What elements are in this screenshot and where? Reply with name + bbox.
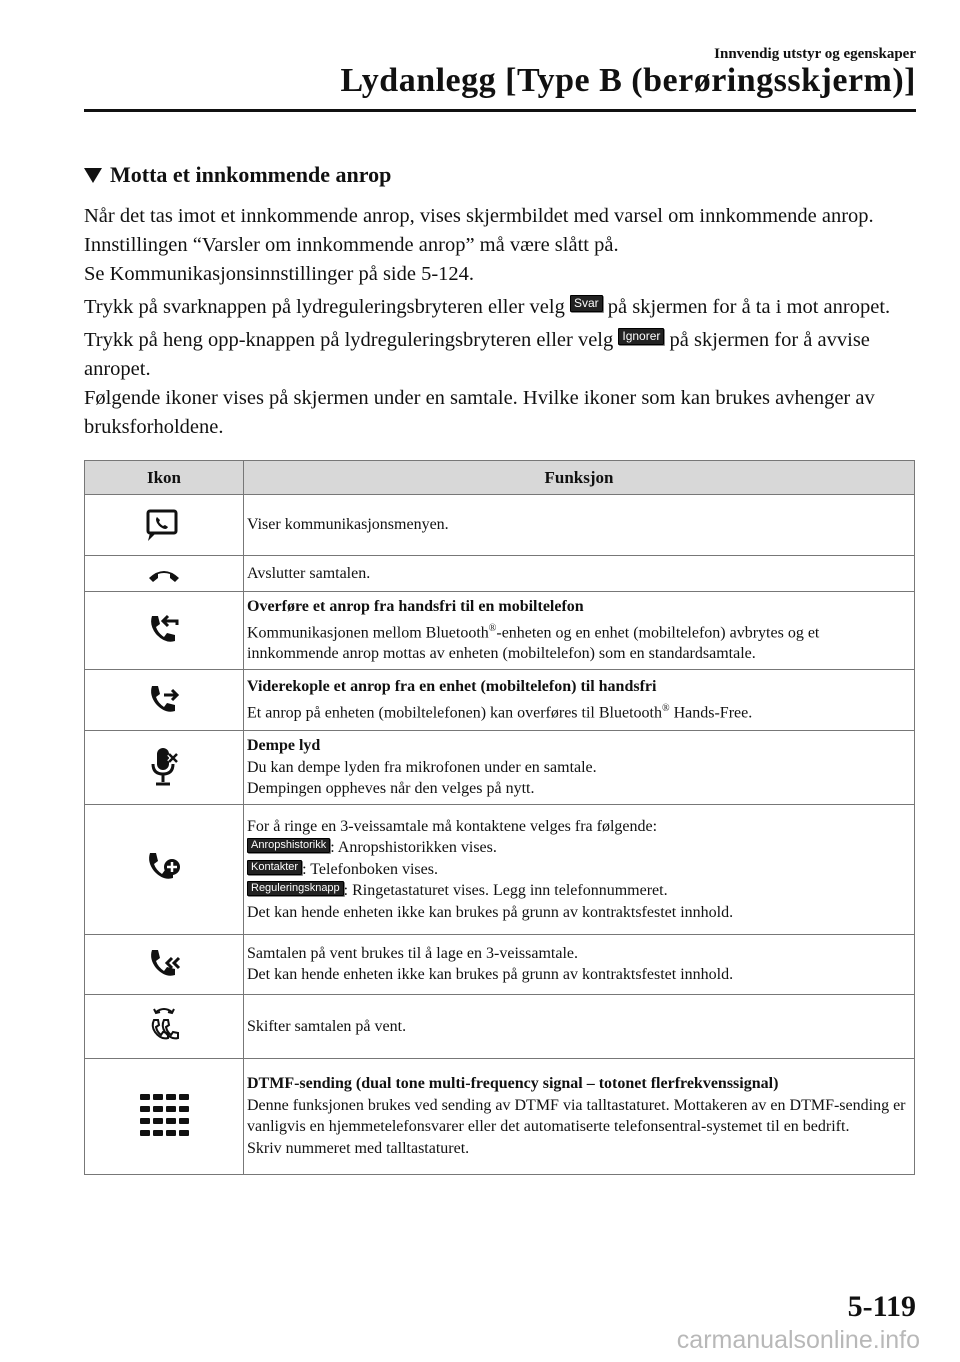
- icon-function-table: [84, 460, 915, 1175]
- watermark: carmanualsonline.info: [676, 1326, 920, 1354]
- paragraph-3: [84, 293, 910, 322]
- option-text-2: : Telefonboken vises.: [302, 860, 438, 878]
- body-text: [84, 202, 910, 442]
- reguleringsknapp-button: Reguleringsknapp: [247, 881, 344, 896]
- row-line-1: Samtalen på vent brukes til å lage en 3-veissamtale.: [247, 944, 578, 962]
- row-title: Viderekople et anrop fra en enhet (mobiltelefon) til handsfri: [247, 678, 657, 696]
- row-line-2: Det kan hende enheten ikke kan brukes på grunn av kontraktsfestet innhold.: [247, 966, 734, 984]
- row-line-2: Skriv nummeret med talltastaturet.: [247, 1139, 470, 1157]
- row-text: [244, 730, 915, 804]
- option-text-3: : Ringetastaturet vises. Legg inn telefonnummeret.: [343, 882, 668, 900]
- row-body-end: -enheten og en enhet (mobiltelefon) avbrytes og et innkommende anrop mottas av enheten (mobiltelefon) som en standardsamtale.: [247, 623, 820, 663]
- column-header-icon: Ikon: [85, 461, 244, 495]
- registered-mark: ®: [661, 702, 670, 714]
- paragraph-2: Se Kommunikasjonsinnstillinger på side 5-124.: [84, 263, 475, 285]
- page-title: Lydanlegg [Type B (berøringsskjerm)]: [340, 62, 916, 99]
- paragraph-4: [84, 326, 910, 384]
- merge-calls-icon: [85, 934, 244, 994]
- table-row: [85, 994, 915, 1058]
- table-row: [85, 934, 915, 994]
- row-intro: For å ringe en 3-veissamtale må kontaktene velges fra følgende:: [247, 817, 658, 835]
- triangle-bullet-icon: [84, 168, 102, 183]
- communication-menu-icon: [85, 495, 244, 556]
- swap-calls-icon: [85, 994, 244, 1058]
- row-text: [244, 1058, 915, 1174]
- anropshistorikk-button: Anropshistorikk: [247, 838, 330, 853]
- row-body-end: Hands-Free.: [669, 703, 753, 721]
- header-divider: [84, 109, 916, 112]
- option-line-3: [247, 880, 908, 902]
- row-line-1: Du kan dempe lyden fra mikrofonen under en samtale.: [247, 758, 597, 776]
- end-call-icon: [85, 556, 244, 592]
- row-line-1: Denne funksjonen brukes ved sending av DTMF via talltastaturet. Mottakeren av en DTMF-sending er vanligvis en hjemmetelefonsvarer eller det automatiserte telefonsentral-systemet til en bedrift.: [247, 1096, 906, 1136]
- row-text: Avslutter samtalen.: [244, 556, 915, 592]
- paragraph-4-start: Trykk på heng opp-knappen på lydreguleringsbryteren eller velg: [84, 329, 614, 351]
- option-text-1: : Anropshistorikken vises.: [330, 839, 497, 857]
- row-title: Dempe lyd: [247, 737, 321, 755]
- table-row: [85, 592, 915, 670]
- row-text: [244, 592, 915, 670]
- row-text: Skifter samtalen på vent.: [244, 994, 915, 1058]
- page-number: 5-119: [847, 1290, 916, 1323]
- svar-button: Svar: [570, 295, 603, 312]
- table-row: [85, 1058, 915, 1174]
- row-title: Overføre et anrop fra handsfri til en mobiltelefon: [247, 598, 584, 615]
- keypad-icon: [85, 1058, 244, 1174]
- ignorer-button: Ignorer: [618, 328, 664, 345]
- table-row: [85, 495, 915, 556]
- row-text: Viser kommunikasjonsmenyen.: [244, 495, 915, 556]
- section-heading: [84, 162, 391, 188]
- table-row: [85, 556, 915, 592]
- mute-microphone-icon: [85, 730, 244, 804]
- paragraph-5: Følgende ikoner vises på skjermen under en samtale. Hvilke ikoner som kan brukes avhenger av bruksforholdene.: [84, 387, 875, 438]
- section-title: Motta et innkommende anrop: [110, 162, 392, 187]
- row-text: [244, 669, 915, 730]
- row-text: [244, 804, 915, 934]
- paragraph-1: Når det tas imot et innkommende anrop, vises skjermbildet med varsel om innkommende anrop. Innstillingen “Varsler om innkommende anrop” må være slått på.: [84, 205, 874, 256]
- table-header-row: [85, 461, 915, 495]
- add-call-icon: [85, 804, 244, 934]
- row-line-2: Dempingen oppheves når den velges på nytt.: [247, 780, 535, 798]
- column-header-function: Funksjon: [244, 461, 915, 495]
- row-title: DTMF-sending (dual tone multi-frequency signal – totonet flerfrekvenssignal): [247, 1075, 779, 1093]
- option-line-1: [247, 837, 908, 859]
- registered-mark: ®: [488, 622, 497, 634]
- paragraph-3-end: på skjermen for å ta i mot anropet.: [607, 296, 891, 318]
- row-text: [244, 934, 915, 994]
- kontakter-button: Kontakter: [247, 860, 302, 875]
- row-note: Det kan hende enheten ikke kan brukes på grunn av kontraktsfestet innhold.: [247, 903, 734, 921]
- chapter-label: Innvendig utstyr og egenskaper: [714, 46, 916, 62]
- transfer-to-phone-icon: [85, 592, 244, 670]
- table-row: [85, 804, 915, 934]
- transfer-to-handsfree-icon: [85, 669, 244, 730]
- paragraph-3-start: Trykk på svarknappen på lydreguleringsbryteren eller velg: [84, 296, 565, 318]
- row-body-start: Kommunikasjonen mellom Bluetooth: [247, 623, 489, 641]
- option-line-2: [247, 859, 908, 881]
- table-row: [85, 669, 915, 730]
- paragraph-4-end: på skjermen for å avvise anropet.: [84, 329, 870, 380]
- table-row: [85, 730, 915, 804]
- row-body-start: Et anrop på enheten (mobiltelefonen) kan overføres til Bluetooth: [247, 703, 662, 721]
